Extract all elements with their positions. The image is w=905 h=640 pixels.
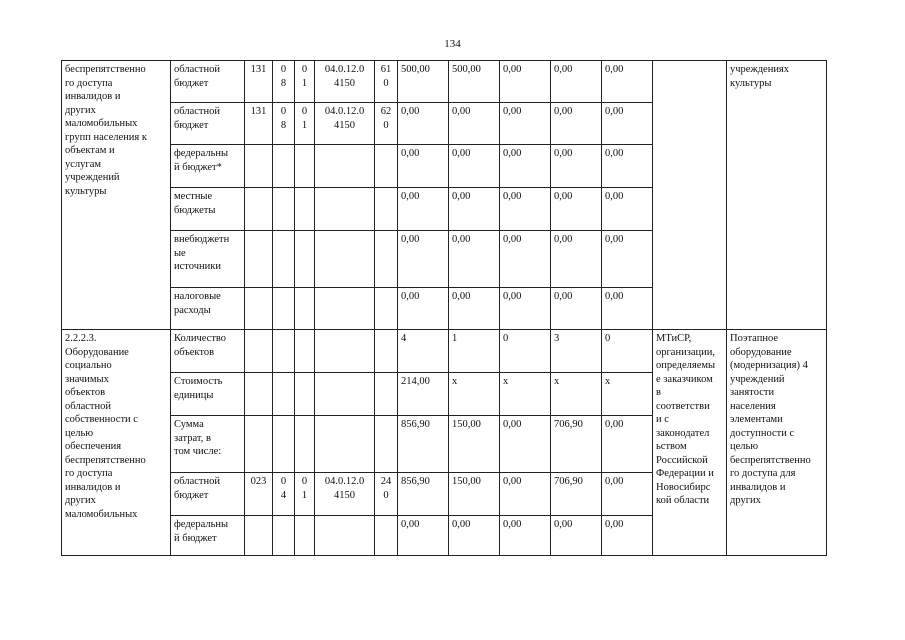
cell-rz [273,145,295,188]
cell-source [171,516,245,556]
cell-v1-text: 0,00 [401,234,420,245]
cell-v5-text: 0 [605,333,611,344]
cell-v2-text: x [452,376,458,387]
measure-name-cell-text: 2.2.2.3. Оборудование социально значимых объектов областной собственности с целью обеспечения беспрепятственно го доступа инвалидов и других маломобильных [65,333,146,520]
cell-rz-text: 0 8 [280,64,287,89]
cell-source-text: федеральны й бюджет* [174,148,229,173]
cell-pr [295,373,315,416]
cell-grbs [245,473,273,516]
cell-source-text: Сумма затрат, в том числе: [174,419,222,457]
cell-v5 [602,231,653,288]
cell-source [171,373,245,416]
cell-v3-text: 0,00 [503,519,522,530]
cell-v2-text: 0,00 [452,234,471,245]
cell-pr [295,473,315,516]
cell-vr [375,103,398,145]
cell-v2 [449,330,500,373]
table-row [62,330,827,373]
program-table [61,60,827,556]
cell-vr-text: 24 0 [380,476,392,501]
cell-v3-text: 0,00 [503,64,522,75]
cell-v2-text: 0,00 [452,519,471,530]
cell-v3 [500,373,551,416]
cell-rz [273,473,295,516]
cell-source [171,473,245,516]
cell-v2 [449,416,500,473]
cell-v4-text: 0,00 [554,191,573,202]
cell-v1-text: 856,90 [401,476,430,487]
cell-v3-text: x [503,376,509,387]
cell-grbs-text: 131 [250,106,267,117]
cell-v4-text: 0,00 [554,291,573,302]
cell-v5-text: x [605,376,611,387]
cell-v1-text: 214,00 [401,376,430,387]
cell-v2 [449,61,500,103]
cell-v5-text: 0,00 [605,519,624,530]
cell-v4-text: 706,90 [554,476,583,487]
cell-v3-text: 0 [503,333,509,344]
cell-v4 [551,330,602,373]
cell-rz [273,516,295,556]
cell-source [171,416,245,473]
cell-vr [375,288,398,330]
cell-vr-text: 62 0 [380,106,392,131]
cell-v5-text: 0,00 [605,291,624,302]
cell-source-text: областной бюджет [174,64,220,89]
cell-v1 [398,516,449,556]
cell-v1-text: 0,00 [401,191,420,202]
cell-v4-text: 706,90 [554,419,583,430]
cell-vr [375,231,398,288]
cell-v2 [449,188,500,231]
cell-rz [273,103,295,145]
cell-v4-text: 0,00 [554,148,573,159]
cell-source [171,231,245,288]
cell-v5-text: 0,00 [605,106,624,117]
cell-v5 [602,330,653,373]
cell-pr [295,103,315,145]
cell-v3 [500,330,551,373]
cell-pr [295,330,315,373]
cell-v3-text: 0,00 [503,148,522,159]
cell-v1-text: 0,00 [401,519,420,530]
cell-v2-text: 150,00 [452,476,481,487]
cell-v2 [449,288,500,330]
cell-rz [273,231,295,288]
cell-v5 [602,103,653,145]
cell-pr [295,188,315,231]
cell-source [171,288,245,330]
cell-source-text: Стоимость единицы [174,376,223,401]
cell-v1-text: 0,00 [401,148,420,159]
cell-v4-text: 0,00 [554,519,573,530]
cell-source-text: областной бюджет [174,106,220,131]
cell-v5-text: 0,00 [605,476,624,487]
table-row [62,61,827,103]
cell-v4-text: 0,00 [554,106,573,117]
cell-v4 [551,231,602,288]
cell-rz [273,373,295,416]
cell-v4-text: 0,00 [554,234,573,245]
cell-v3 [500,516,551,556]
cell-v4 [551,103,602,145]
cell-csr [315,416,375,473]
cell-v4 [551,516,602,556]
result-cell-text: учреждениях культуры [730,64,790,89]
cell-grbs [245,231,273,288]
cell-csr [315,231,375,288]
cell-vr [375,145,398,188]
cell-grbs [245,188,273,231]
cell-v1-text: 0,00 [401,291,420,302]
cell-csr [315,473,375,516]
cell-v2-text: 500,00 [452,64,481,75]
cell-v1 [398,231,449,288]
cell-grbs [245,516,273,556]
cell-csr-text: 04.0.12.0 4150 [324,64,365,89]
cell-vr-text: 61 0 [380,64,392,89]
cell-v2 [449,373,500,416]
cell-csr [315,103,375,145]
cell-v2-text: 0,00 [452,191,471,202]
cell-source-text: федеральны й бюджет [174,519,229,544]
cell-source [171,330,245,373]
cell-v4-text: 0,00 [554,64,573,75]
cell-v5 [602,516,653,556]
cell-grbs [245,373,273,416]
cell-v2 [449,516,500,556]
cell-pr [295,288,315,330]
cell-v1 [398,373,449,416]
cell-v3 [500,188,551,231]
cell-v1-text: 856,90 [401,419,430,430]
executor-cell [653,61,727,330]
cell-source-text: налоговые расходы [174,291,221,316]
cell-grbs [245,145,273,188]
cell-rz [273,288,295,330]
cell-pr-text: 0 1 [301,64,308,89]
cell-v2-text: 150,00 [452,419,481,430]
cell-v5-text: 0,00 [605,191,624,202]
cell-source-text: местные бюджеты [174,191,216,216]
cell-v4-text: 3 [554,333,560,344]
cell-v3-text: 0,00 [503,291,522,302]
cell-csr [315,373,375,416]
cell-v4 [551,373,602,416]
cell-v2-text: 0,00 [452,148,471,159]
cell-v3-text: 0,00 [503,234,522,245]
cell-v1 [398,330,449,373]
cell-v5-text: 0,00 [605,419,624,430]
cell-v5 [602,373,653,416]
cell-pr-text: 0 1 [301,106,308,131]
cell-v5-text: 0,00 [605,234,624,245]
cell-pr [295,231,315,288]
cell-v3-text: 0,00 [503,476,522,487]
cell-v1 [398,188,449,231]
cell-pr [295,516,315,556]
cell-rz [273,416,295,473]
cell-v1 [398,416,449,473]
cell-v5 [602,61,653,103]
cell-v5 [602,288,653,330]
cell-source-text: внебюджетн ые источники [174,234,230,272]
cell-rz [273,188,295,231]
cell-v4 [551,145,602,188]
cell-v4 [551,288,602,330]
cell-v2 [449,473,500,516]
cell-v2-text: 1 [452,333,458,344]
cell-v2 [449,145,500,188]
cell-rz-text: 0 4 [280,476,287,501]
cell-csr-text: 04.0.12.0 4150 [324,476,365,501]
executor-cell [653,330,727,556]
result-cell-text: Поэтапное оборудование (модернизация) 4 учреждений занятости населения элементами доступности с целью беспрепятственно го доступа для инвалидов и других [730,333,811,506]
cell-v3 [500,416,551,473]
cell-v3 [500,145,551,188]
cell-vr [375,61,398,103]
cell-rz [273,330,295,373]
cell-grbs-text: 023 [250,476,267,487]
cell-grbs [245,103,273,145]
cell-grbs-text: 131 [250,64,267,75]
result-cell [727,330,827,556]
cell-source-text: областной бюджет [174,476,220,501]
cell-v3 [500,288,551,330]
cell-vr [375,473,398,516]
cell-pr [295,61,315,103]
cell-v1 [398,288,449,330]
result-cell [727,61,827,330]
cell-v4-text: x [554,376,560,387]
cell-csr [315,61,375,103]
cell-v5 [602,145,653,188]
executor-cell-text: МТиСР, организации, определяемы е заказчиком в соответстви и с законодател ьством Российской Федерации и Новосибирс кой области [656,333,716,506]
cell-v5 [602,473,653,516]
cell-vr [375,416,398,473]
cell-vr [375,373,398,416]
cell-v3 [500,473,551,516]
cell-v1 [398,61,449,103]
cell-v1 [398,473,449,516]
cell-csr [315,145,375,188]
cell-v3 [500,103,551,145]
cell-v4 [551,473,602,516]
cell-vr [375,188,398,231]
cell-grbs [245,61,273,103]
cell-v3-text: 0,00 [503,191,522,202]
page-number: 134 [444,38,461,50]
cell-csr [315,188,375,231]
cell-grbs [245,416,273,473]
cell-source [171,103,245,145]
cell-v1 [398,145,449,188]
cell-v4 [551,416,602,473]
cell-v5 [602,188,653,231]
cell-source [171,145,245,188]
cell-v1 [398,103,449,145]
cell-csr [315,330,375,373]
cell-v1-text: 0,00 [401,106,420,117]
cell-v5 [602,416,653,473]
cell-v2-text: 0,00 [452,291,471,302]
measure-name-cell [62,61,171,330]
cell-v2 [449,103,500,145]
cell-source [171,188,245,231]
cell-vr [375,516,398,556]
cell-pr [295,416,315,473]
cell-rz-text: 0 8 [280,106,287,131]
cell-rz [273,61,295,103]
cell-pr-text: 0 1 [301,476,308,501]
cell-v3 [500,231,551,288]
cell-v2-text: 0,00 [452,106,471,117]
cell-pr [295,145,315,188]
cell-v5-text: 0,00 [605,148,624,159]
cell-v5-text: 0,00 [605,64,624,75]
cell-v3 [500,61,551,103]
cell-vr [375,330,398,373]
measure-name-cell-text: беспрепятственно го доступа инвалидов и других маломобильных групп населения к объектам и услугам учреждений культуры [65,64,147,197]
cell-v4 [551,61,602,103]
cell-csr-text: 04.0.12.0 4150 [324,106,365,131]
cell-v2 [449,231,500,288]
cell-source-text: Количество объектов [174,333,227,358]
cell-source [171,61,245,103]
cell-v1-text: 4 [401,333,407,344]
cell-v3-text: 0,00 [503,419,522,430]
measure-name-cell [62,330,171,556]
cell-csr [315,288,375,330]
cell-grbs [245,288,273,330]
cell-grbs [245,330,273,373]
cell-v4 [551,188,602,231]
cell-v1-text: 500,00 [401,64,430,75]
cell-csr [315,516,375,556]
cell-v3-text: 0,00 [503,106,522,117]
